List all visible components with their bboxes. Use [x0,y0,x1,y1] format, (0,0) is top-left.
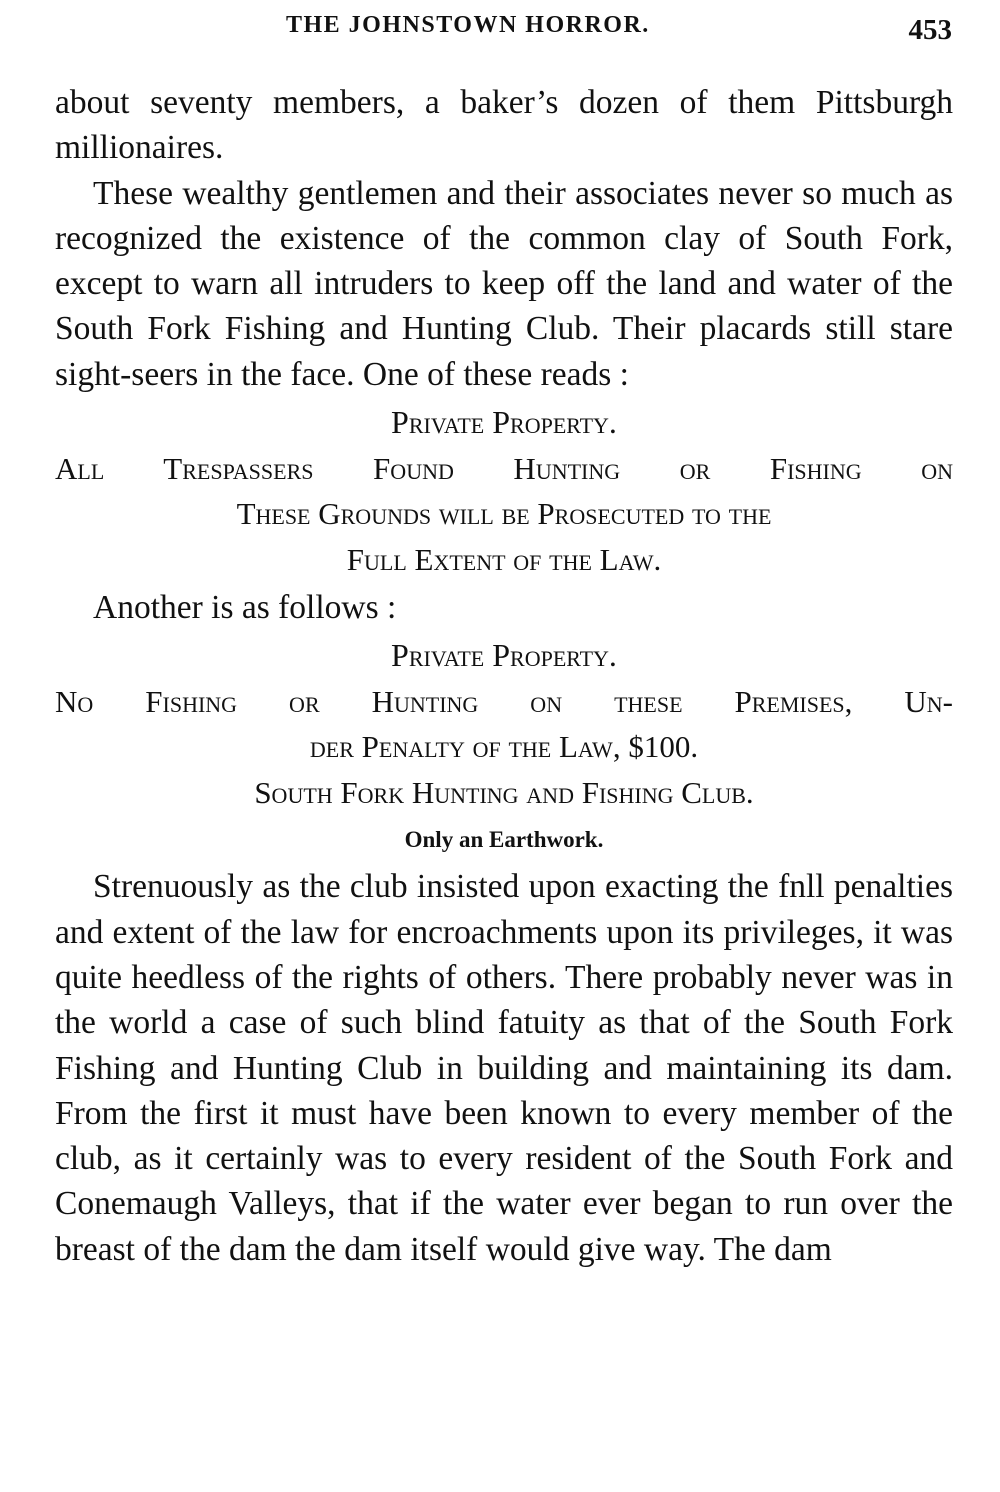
page-body [55,80,953,1272]
section-heading: Only an Earthwork. [404,827,604,853]
running-title: THE JOHNSTOWN HORROR. [286,12,650,38]
placard-notice-2 [55,633,953,815]
continuation-paragraph: about seventy members, a baker’s dozen of them Pittsburgh millionaires. [55,84,953,167]
notice-1-line: These Grounds will be Prosecuted to the [236,496,772,532]
wealthy-gentlemen-paragraph: These wealthy gentlemen and their associates never so much as recognized the existence of the common clay of South Fork, except to warn all intruders to keep off the land and water of the South Fork Fishing and Hunting Club. Their placards still stare sight-seers in the face. One of these reads : [55,174,953,393]
page-number: 453 [908,14,952,46]
notice-2-title: Private Property. [391,637,617,674]
notice-2-line: No Fishing or Hunting on these Premises, Un- [55,683,953,719]
notice-2-intro: Another is as follows : [93,589,397,627]
notice-1-line: All Trespassers Found Hunting or Fishing on [55,450,953,486]
placard-notice-1 [55,400,953,582]
notice-1-line: Full Extent of the Law. [346,541,662,577]
notice-2-line: South Fork Hunting and Fishing Club. [254,774,754,810]
notice-1-title: Private Property. [391,404,617,441]
earthwork-paragraph: Strenuously as the club insisted upon exacting the fnll penalties and extent of the law for encroachments upon its privileges, it was quite heedless of the rights of others. There probably never was in the world a case of such blind fatuity as that of the South Fork Fishing and Hunting Club in building and maintaining its dam. From the first it must have been known to every member of the club, as it certainly was to every resident of the South Fork and Conemaugh Valleys, that if the water ever began to run over the breast of the dam the dam itself would give way. The dam [55,868,953,1268]
running-header [0,12,1000,52]
notice-2-line: der Penalty of the Law, $100. [309,729,699,765]
